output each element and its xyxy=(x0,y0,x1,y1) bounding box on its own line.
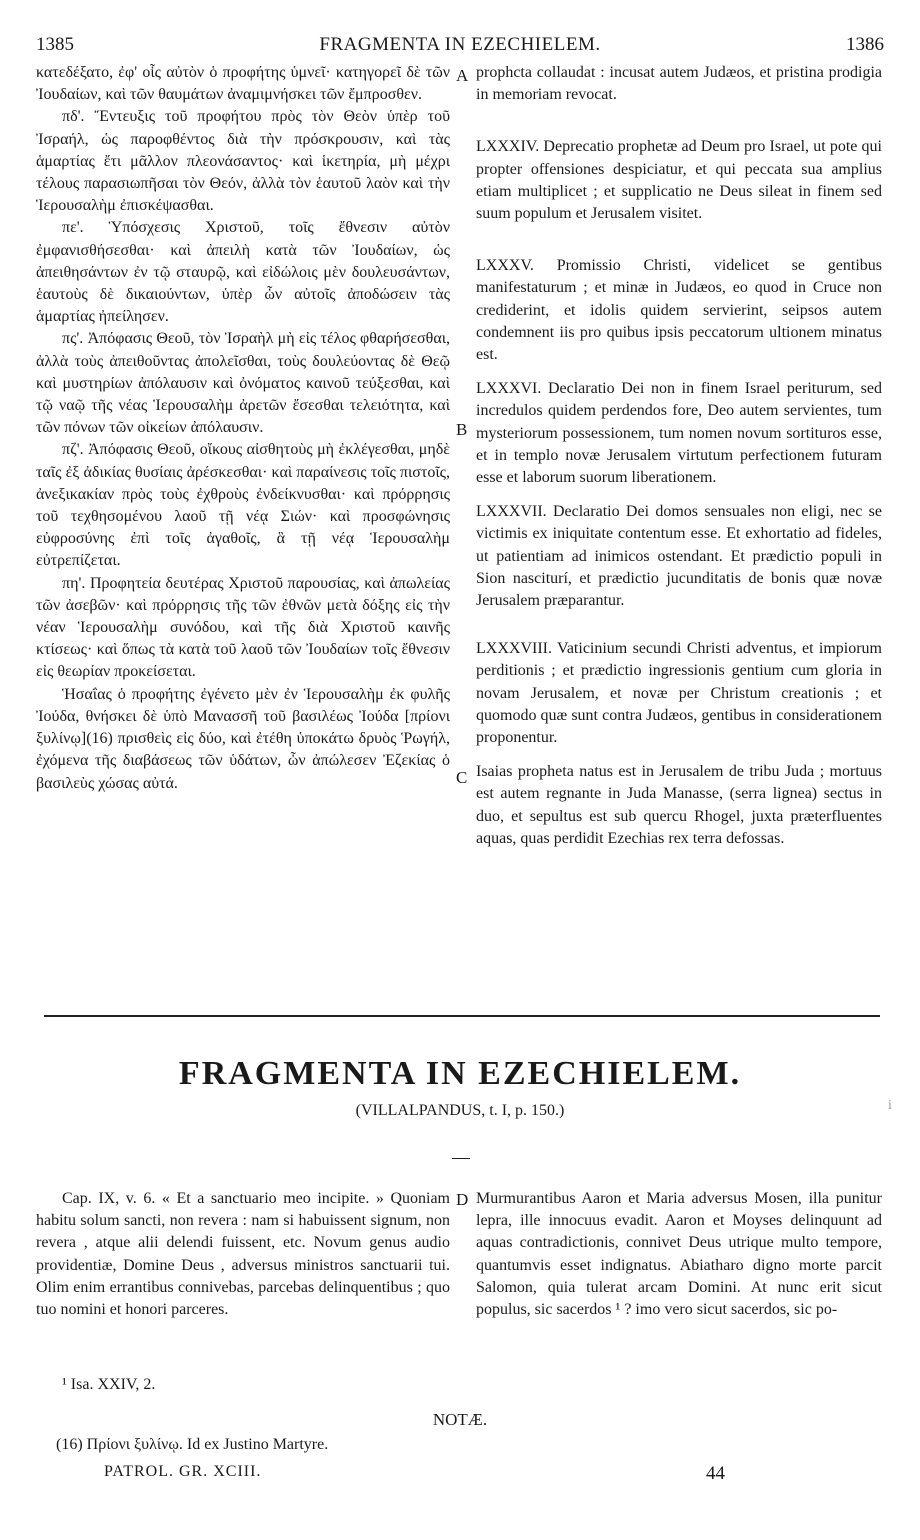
section-rule xyxy=(44,1015,880,1017)
note-16: (16) Πρίονι ξυλίνῳ. Id ex Justino Martyre. xyxy=(56,1436,329,1453)
greek-paragraph: πδ'. Ἔντευξις τοῦ προφήτου πρὸς τὸν Θεὸν ὑπὲρ τοῦ Ἰσραήλ, ὡς παροφθέντος διὰ τὴν πρόσκρουσιν, καὶ τὰς ἁμαρτίας ἔτι μᾶλλον πλεονάσαντος· καὶ ἱκετηρία, μὴ μέχρι τέλους παρασιωπῆσαι τὸν Θεόν, ἀλλὰ τὸν ἑαυτοῦ λαὸν καὶ τὴν Ἱερουσαλὴμ ἐπισκέψασθαι. xyxy=(36,108,450,215)
latin-paragraph: LXXXVIII. Vaticinium secundi Christi adventus, et impiorum perditionis ; et prædictio ingressionis gentium cum gloria in novam Jerusalem, et novæ per Christum creationis ; et quomodo quæ sunt contra Judæos, gentibus in considerationem proponentur. xyxy=(476,640,882,747)
latin-paragraph: Isaias propheta natus est in Jerusalem de tribu Juda ; mortuus est autem regnante in Juda Manasse, (serra lignea) sectus in duo, et sepultus est sub quercu Rhogel, juxta præterfluentes aquas, quas perdidit Ezechias rex terra defossas. xyxy=(476,763,882,847)
right-page-number: 1386 xyxy=(846,34,884,55)
section-title: FRAGMENTA IN EZECHIELEM. xyxy=(178,1055,742,1092)
footnote: ¹ Isa. XXIV, 2. xyxy=(62,1376,156,1393)
notes-heading: NOTÆ. xyxy=(432,1410,488,1429)
greek-column xyxy=(36,62,450,795)
margin-letter-b: B xyxy=(456,420,468,439)
fragment-left-column xyxy=(36,1188,450,1321)
left-page-number: 1385 xyxy=(36,34,74,55)
short-rule xyxy=(452,1158,470,1159)
greek-paragraph: κατεδέξατο, ἐφ' οἷς αὐτὸν ὁ προφήτης ὑμνεῖ· κατηγορεῖ δὲ τῶν Ἰουδαίων, καὶ τῶν θαυμάτων ἀναμιμνήσκει τῶν ἔμπροσθεν. xyxy=(36,64,450,104)
latin-paragraph: LXXXIV. Deprecatio prophetæ ad Deum pro Israel, ut pote qui propter offensiones despiciatur, et qui peccata sua amplius etiam multiplicet ; et supplicatio ne Deus sileat in finem sed suum populum et Jerusalem visitet. xyxy=(476,138,882,223)
fragment-paragraph: Cap. IX, v. 6. « Et a sanctuario meo incipite. » Quoniam habitu solum sancti, non revera : nam si habuissent signum, non revera , atque alii delendi fuissent, etc. Novum genus audio providentiæ, Domine Deus , adversus ministros sanctuarii tui. Olim enim errantibus connivebas, parcebas delinquentibus ; quo tuo nomini et honori parceres. xyxy=(36,1190,450,1319)
greek-paragraph: πη'. Προφητεία δευτέρας Χριστοῦ παρουσίας, καὶ ἀπωλείας τῶν ἀσεβῶν· καὶ πρόρρησις τῆς τῶν ἐθνῶν μετὰ δόξης εἰς τὴν νέαν Ἱερουσαλὴμ συνόδου, καὶ τῆς διὰ Χριστοῦ καινῆς κτίσεως· καὶ ὅπως τὰ κατὰ τοῦ λαοῦ τῶν Ἰουδαίων τοῖς ἔθνεσιν εἰς θεωρίαν προκείσεται. xyxy=(36,574,450,681)
margin-letter-a: A xyxy=(456,66,469,85)
latin-paragraph: LXXXVII. Declaratio Dei domos sensuales non eligi, nec se victimis ex iniquitate contentum esse. Et exhortatio ad fideles, ut patientiam ad inimicos ostendant. Et prædictio populi in Sion nasciturí, et prædictio jucunditatis de bonis quæ novæ Jerusalem præparantur. xyxy=(476,503,882,610)
greek-paragraph: Ἡσαΐας ὁ προφήτης ἐγένετο μὲν ἐν Ἱερουσαλὴμ ἐκ φυλῆς Ἰούδα, θνήσκει δὲ ὑπὸ Μανασσῆ τοῦ βασιλέως Ἰούδα [πρίονι ξυλίνῳ](16) πρισθεὶς εἰς δύο, καὶ ἐτέθη ὑποκάτω δρυὸς Ῥωγήλ, ἐχόμενα τῆς διαβάσεως τῶν ὑδάτων, ὧν ἀπώλεσεν Ἐζεκίας ὁ βασιλεὺς χώσας αὐτά. xyxy=(36,685,450,792)
margin-letter-d: D xyxy=(456,1190,469,1209)
latin-paragraph: LXXXVI. Declaratio Dei non in finem Israel periturum, sed incredulos quidem perdendos fore, Deo autem servientes, tum mysteriorum possessionem, tum nomen novum sortituros esse, et in templo novæ Jerusalem virtutum perfectionem futuram esse et laborum suorum liberationem. xyxy=(476,380,882,487)
latin-paragraph: LXXXV. Promissio Christi, videlicet se gentibus manifestaturum ; et minæ in Judæos, eo quod in Cruce non crediderint, et idolis quidem servierint, seipsos autem condemnent iis pro quibus ipsis peccatorum ultionem minatus est. xyxy=(476,257,882,364)
section-source: (VILLALPANDUS, t. I, p. 150.) xyxy=(355,1102,565,1119)
fragment-right-column xyxy=(476,1188,882,1321)
greek-paragraph: πζ'. Ἀπόφασις Θεοῦ, οἴκους αἰσθητοὺς μὴ ἐκλέγεσθαι, μηδὲ ταῖς ἐξ ἀδικίας θυσίαις ἀρέσκεσθαι· καὶ παραίνεσις τοῖς πιστοῖς, ἀνεξικακίαν πρὸς τοὺς ἐχθροὺς ἐνδείκνυσθαι· καὶ πρόρρησις τοῦ τεχθησομένου λαοῦ τῇ νέᾳ Σιών· καὶ προσφώνησις εὐφροσύνης ἐπὶ τοῖς ἀγαθοῖς, ἃ τῇ νέᾳ Ἱερουσαλὴμ εὐτρεπίζεται. xyxy=(36,441,450,570)
latin-paragraph: prophcta collaudat : incusat autem Judæos, et pristina prodigia in memoriam revocat. xyxy=(476,64,882,104)
greek-paragraph: πε'. Ὑπόσχεσις Χριστοῦ, τοῖς ἔθνεσιν αὐτὸν ἐμφανισθήσεσθαι· καὶ ἀπειλὴ κατὰ τῶν Ἰουδαίων, ὡς ἀπειθησάντων ἐν τῷ σταυρῷ, καὶ εἰδώλοις μὲν δουλευσάντων, ἑαυτοὺς δὲ δικαιούντων, ὑπὲρ ὧν αὐτοῖς ἀποδώσειν τὰς ἁμαρτίας ἠπείλησεν. xyxy=(36,219,450,326)
latin-column xyxy=(476,62,882,850)
margin-letter-c: C xyxy=(456,768,468,787)
greek-paragraph: πς'. Ἀπόφασις Θεοῦ, τὸν Ἰσραὴλ μὴ εἰς τέλος φθαρήσεσθαι, ἀλλὰ τοὺς ἀπειθοῦντας ἀπολεῖσθαι, τοὺς δουλεύοντας δὲ Θεῷ καὶ μυστηρίων ἀπόλαυσιν καὶ ὀνόματος καινοῦ τεύξεσθαι, καὶ τῷ ναῷ τῆς νέας Ἱερουσαλὴμ ἀρετῶν ἔσεσθαι τελειότητα, καὶ τῶν πόνων τῶν οἰκείων ἀπόλαυσιν. xyxy=(36,330,450,437)
fragment-paragraph: Murmurantibus Aaron et Maria adversus Mosen, illa punitur lepra, ille innocuus evadit. Aaron et Moyses delinquunt ad aquas contradictionis, connivet Deus utrique multo tempore, quantumvis esset indignatus. Abiatharo digno morte parcit Salomon, quia tulerat arcam Domini. At nunc erit sicut populus, sic sacerdos ¹ ? imo vero sicut sacerdos, sic po- xyxy=(476,1190,882,1319)
series-signature: PATROL. GR. XCIII. xyxy=(104,1463,262,1480)
ink-speck: i xyxy=(888,1098,892,1113)
running-header xyxy=(36,34,884,58)
running-title: FRAGMENTA IN EZECHIELEM. xyxy=(319,34,601,55)
signature-number: 44 xyxy=(706,1463,725,1484)
